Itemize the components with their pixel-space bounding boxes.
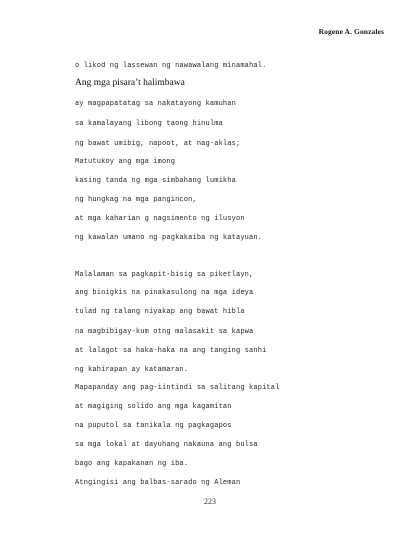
poem-line: ng hungkag na mga pangincon,: [75, 196, 197, 204]
poem-line: ng kahirapan ay katamaran.: [75, 366, 189, 374]
poem-title: Ang mga pisara’t halimbawa: [75, 78, 185, 88]
poem-line: sa kamalayang libong taong hinulma: [75, 120, 223, 128]
poem-line: tulad ng talang niyakap ang bawat hibla: [75, 308, 245, 316]
poem-line: ng kawalan umano ng pagkakaiba ng katayuan.: [75, 234, 263, 242]
poem-line: sa mga lokal at dayuhang nakauna ang bulsa: [75, 441, 258, 449]
poem-line: at mga kaharian g nagsimento ng ilusyon: [75, 215, 245, 223]
poem-line: Mapapanday ang pag-iintindi sa salitang kapital: [75, 384, 280, 392]
page-number: 223: [204, 497, 216, 506]
poem-line: Matutukoy ang mga imong: [75, 158, 176, 166]
poem-line: na puputol sa tanikala ng pagkagapos: [75, 422, 232, 430]
poem-line: na magbibigay-kum otng malasakit sa kapwa: [75, 328, 254, 336]
poem-line: ay magpapatatag sa nakatayong kamuhan: [75, 100, 236, 108]
poem-line: kasing tanda ng mga simbahang lumikha: [75, 177, 236, 185]
poem-line: Malalaman sa pagkapit-bisig sa piketlayn,: [75, 271, 254, 279]
poem-line: Atngingisi ang balbas-sarado ng Aleman: [75, 479, 241, 487]
poem-line: at lalagot sa haka-haka na ang tanging sanhi: [75, 347, 267, 355]
running-header-author: Rogene A. Gonzales: [318, 27, 384, 36]
poem-line: bago ang kapakanan ng iba.: [75, 460, 189, 468]
poem-line: ng bawat umibig, napoot, at nag-aklas;: [75, 140, 241, 148]
opening-line: o likod ng lassewan ng nawawalang minamahal.: [75, 62, 267, 70]
poem-line: at magiging solido ang mga kagamitan: [75, 403, 232, 411]
poem-line: ang binigkis na pinakasulong na mga ideya: [75, 289, 254, 297]
